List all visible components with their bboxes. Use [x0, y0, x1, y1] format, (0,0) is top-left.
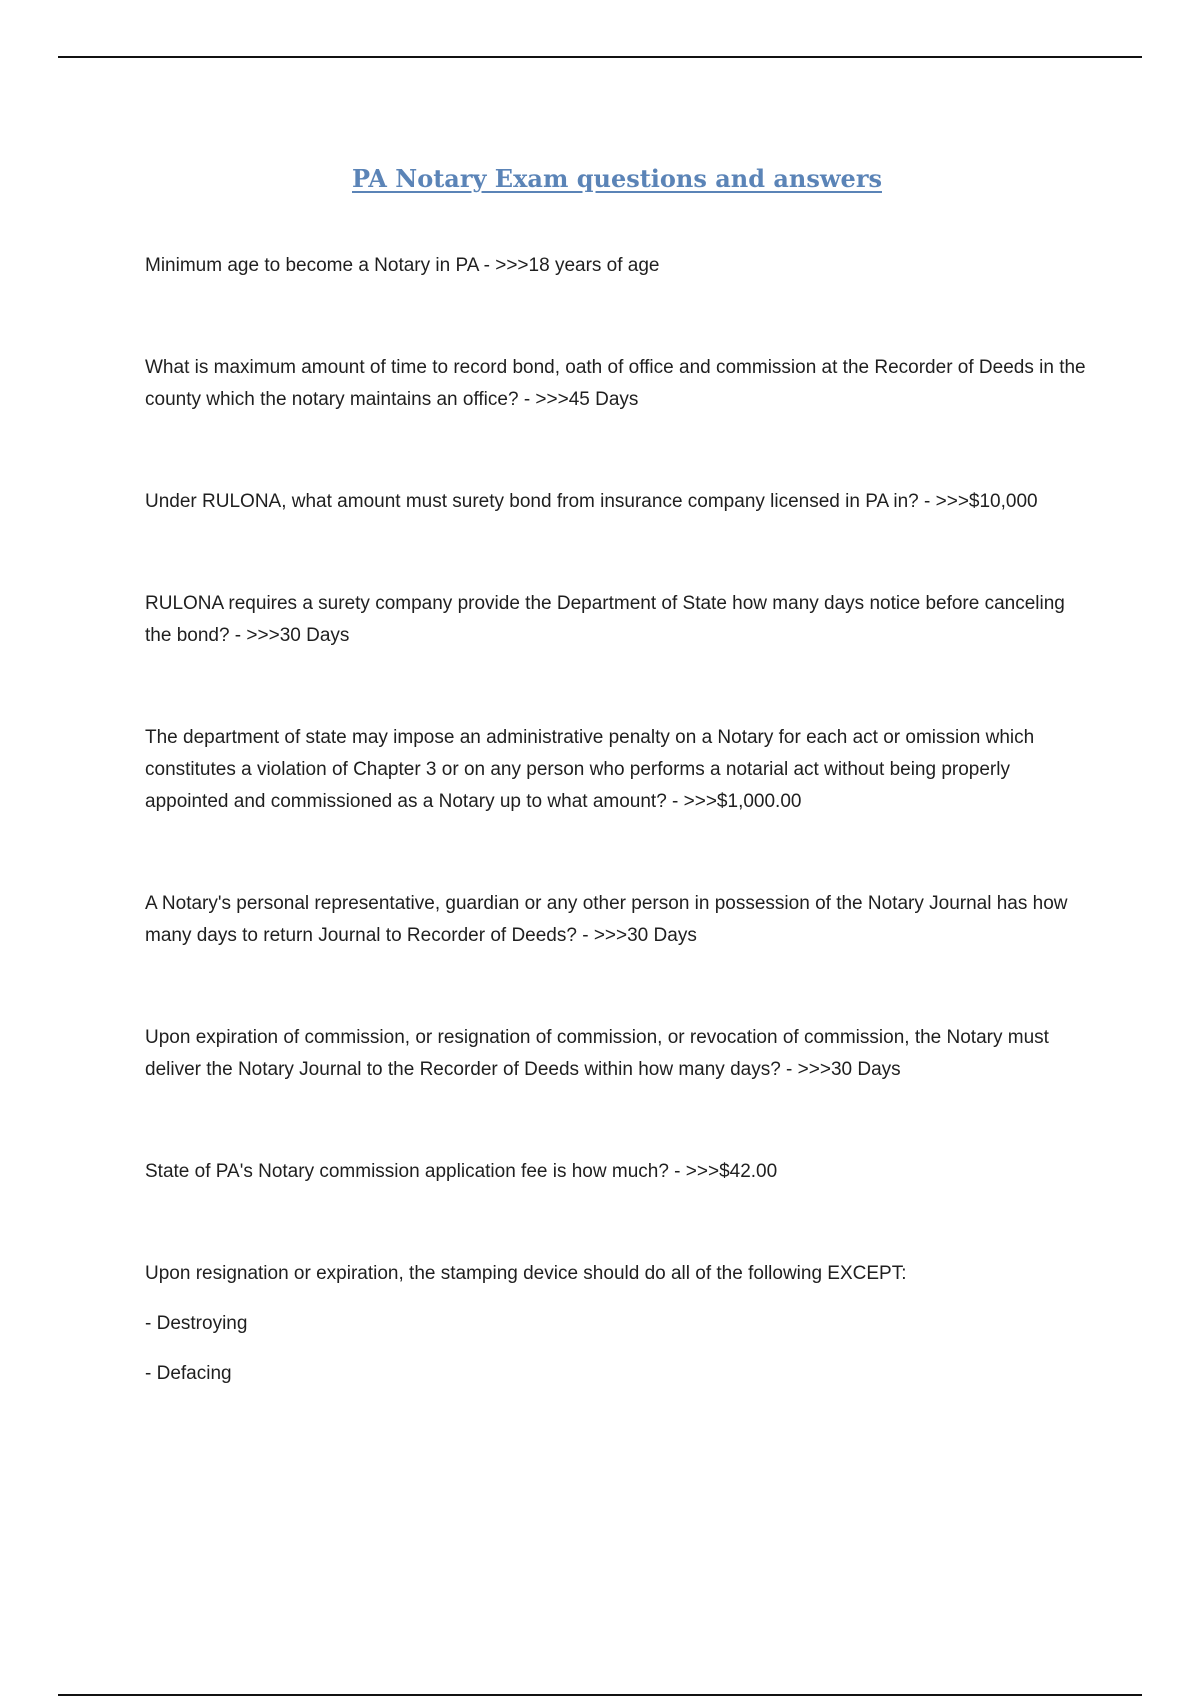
document-title: PA Notary Exam questions and answers [352, 164, 882, 193]
qa-item: Minimum age to become a Notary in PA - >>>18 years of age [145, 255, 660, 276]
answer-option: - Destroying [145, 1313, 248, 1334]
qa-item: Under RULONA, what amount must surety bond from insurance company licensed in PA in? - >>>$10,000 [145, 491, 1038, 512]
qa-item: Upon expiration of commission, or resignation of commission, or revocation of commission, the Notary must deliver the Notary Journal to the Recorder of Deeds within how many days? - >>>30 Days [145, 1027, 1049, 1080]
footer-rule [58, 1694, 1142, 1696]
qa-item: Upon resignation or expiration, the stamping device should do all of the following EXCEPT: [145, 1263, 907, 1284]
qa-item: RULONA requires a surety company provide the Department of State how many days notice before canceling the bond? - >>>30 Days [145, 593, 1065, 646]
qa-item: State of PA's Notary commission application fee is how much? - >>>$42.00 [145, 1161, 778, 1182]
qa-item: A Notary's personal representative, guardian or any other person in possession of the Notary Journal has how many days to return Journal to Recorder of Deeds? - >>>30 Days [145, 893, 1068, 946]
answer-options [145, 1308, 1095, 1390]
header-rule [58, 56, 1142, 58]
qa-item: What is maximum amount of time to record bond, oath of office and commission at the Recorder of Deeds in the county which the notary maintains an office? - >>>45 Days [145, 357, 1086, 410]
qa-item: The department of state may impose an administrative penalty on a Notary for each act or omission which constitutes a violation of Chapter 3 or on any person who performs a notarial act without being properly appointed and commissioned as a Notary up to what amount? - >>>$1,000.00 [145, 727, 1035, 812]
qa-list [145, 250, 1095, 1390]
answer-option: - Defacing [145, 1363, 232, 1384]
